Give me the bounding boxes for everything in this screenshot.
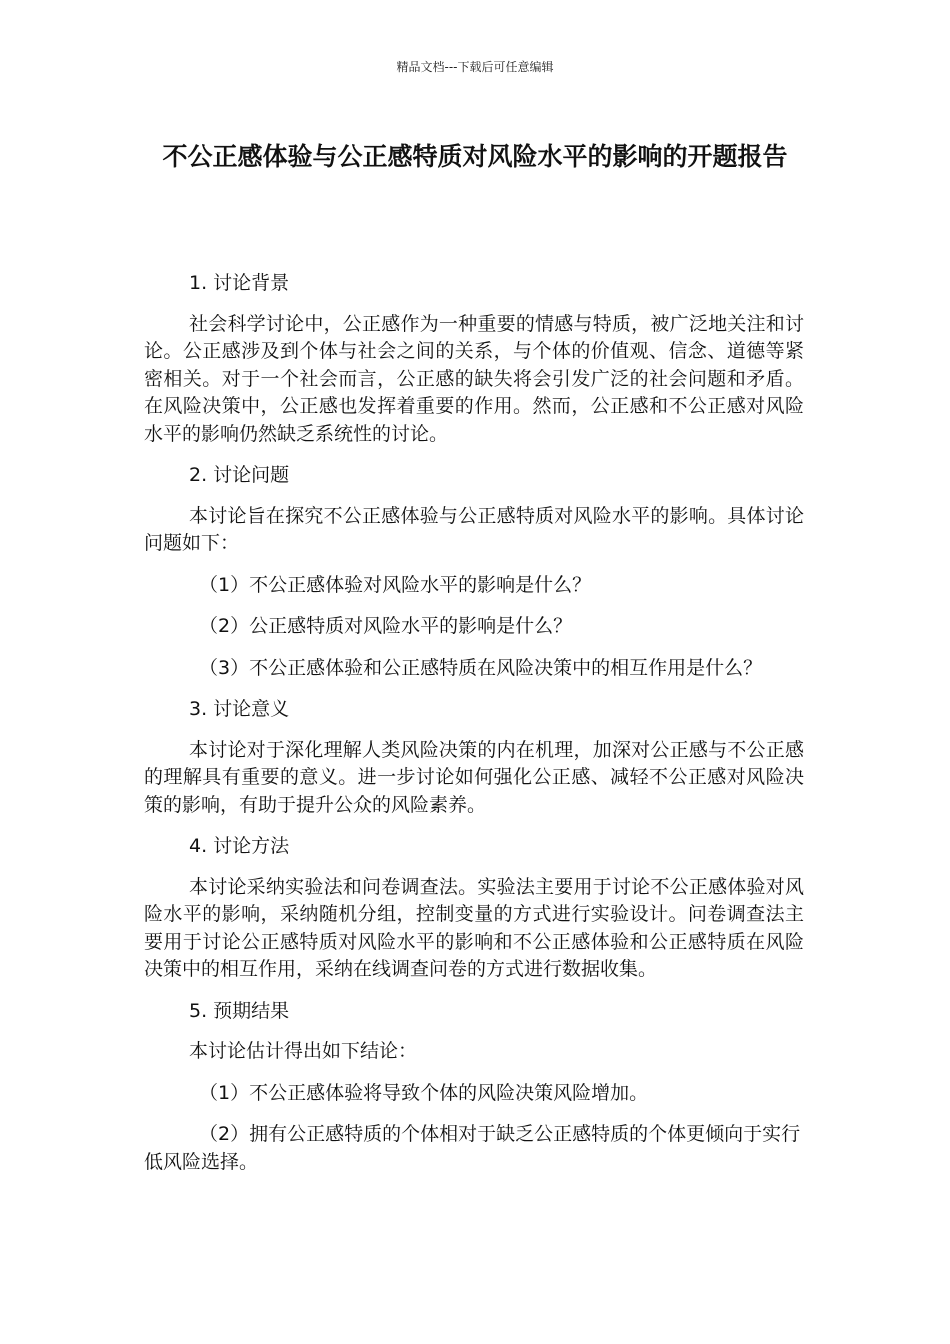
section-heading-background: 1. 讨论背景 (189, 272, 290, 294)
document-title: 不公正感体验与公正感特质对风险水平的影响的开题报告 (162, 142, 788, 171)
list-item: （1）不公正感体验将导致个体的风险决策风险增加。 (199, 1081, 649, 1104)
list-item: （3）不公正感体验和公正感特质在风险决策中的相互作用是什么？ (199, 656, 763, 679)
list-item: （1）不公正感体验对风险水平的影响是什么？ (199, 573, 592, 596)
section-paragraph-expected-results: 本讨论估计得出如下结论： (189, 1040, 418, 1062)
section-paragraph-methods: 本讨论采纳实验法和问卷调查法。实验法主要用于讨论不公正感体验对风险水平的影响，采纳随机分组，控制变量的方式进行实验设计。问卷调查法主要用于讨论公正感特质对风险水平的影响和不公正感体验和公正感特质在风险决策中的相互作用，采纳在线调查问卷的方式进行数据收集。 (144, 875, 804, 980)
section-heading-significance: 3. 讨论意义 (189, 698, 290, 720)
section-heading-methods: 4. 讨论方法 (189, 835, 290, 857)
list-item: （2）公正感特质对风险水平的影响是什么？ (199, 615, 573, 637)
section-paragraph-significance: 本讨论对于深化理解人类风险决策的内在机理，加深对公正感与不公正感的理解具有重要的意义。进一步讨论如何强化公正感、减轻不公正感对风险决策的影响，有助于提升公众的风险素养。 (144, 738, 804, 816)
section-heading-questions: 2. 讨论问题 (189, 464, 290, 486)
document-body (144, 270, 804, 1176)
section-paragraph-questions: 本讨论旨在探究不公正感体验与公正感特质对风险水平的影响。具体讨论问题如下： (144, 504, 804, 554)
page-header-note: 精品文档---下载后可任意编辑 (396, 60, 554, 74)
list-item: （2）拥有公正感特质的个体相对于缺乏公正感特质的个体更倾向于实行低风险选择。 (144, 1123, 801, 1173)
section-paragraph-background: 社会科学讨论中，公正感作为一种重要的情感与特质，被广泛地关注和讨论。公正感涉及到个体与社会之间的关系，与个体的价值观、信念、道德等紧密相关。对于一个社会而言，公正感的缺失将会引发广泛的社会问题和矛盾。在风险决策中，公正感也发挥着重要的作用。然而，公正感和不公正感对风险水平的影响仍然缺乏系统性的讨论。 (144, 312, 804, 445)
section-heading-expected-results: 5. 预期结果 (189, 999, 290, 1022)
